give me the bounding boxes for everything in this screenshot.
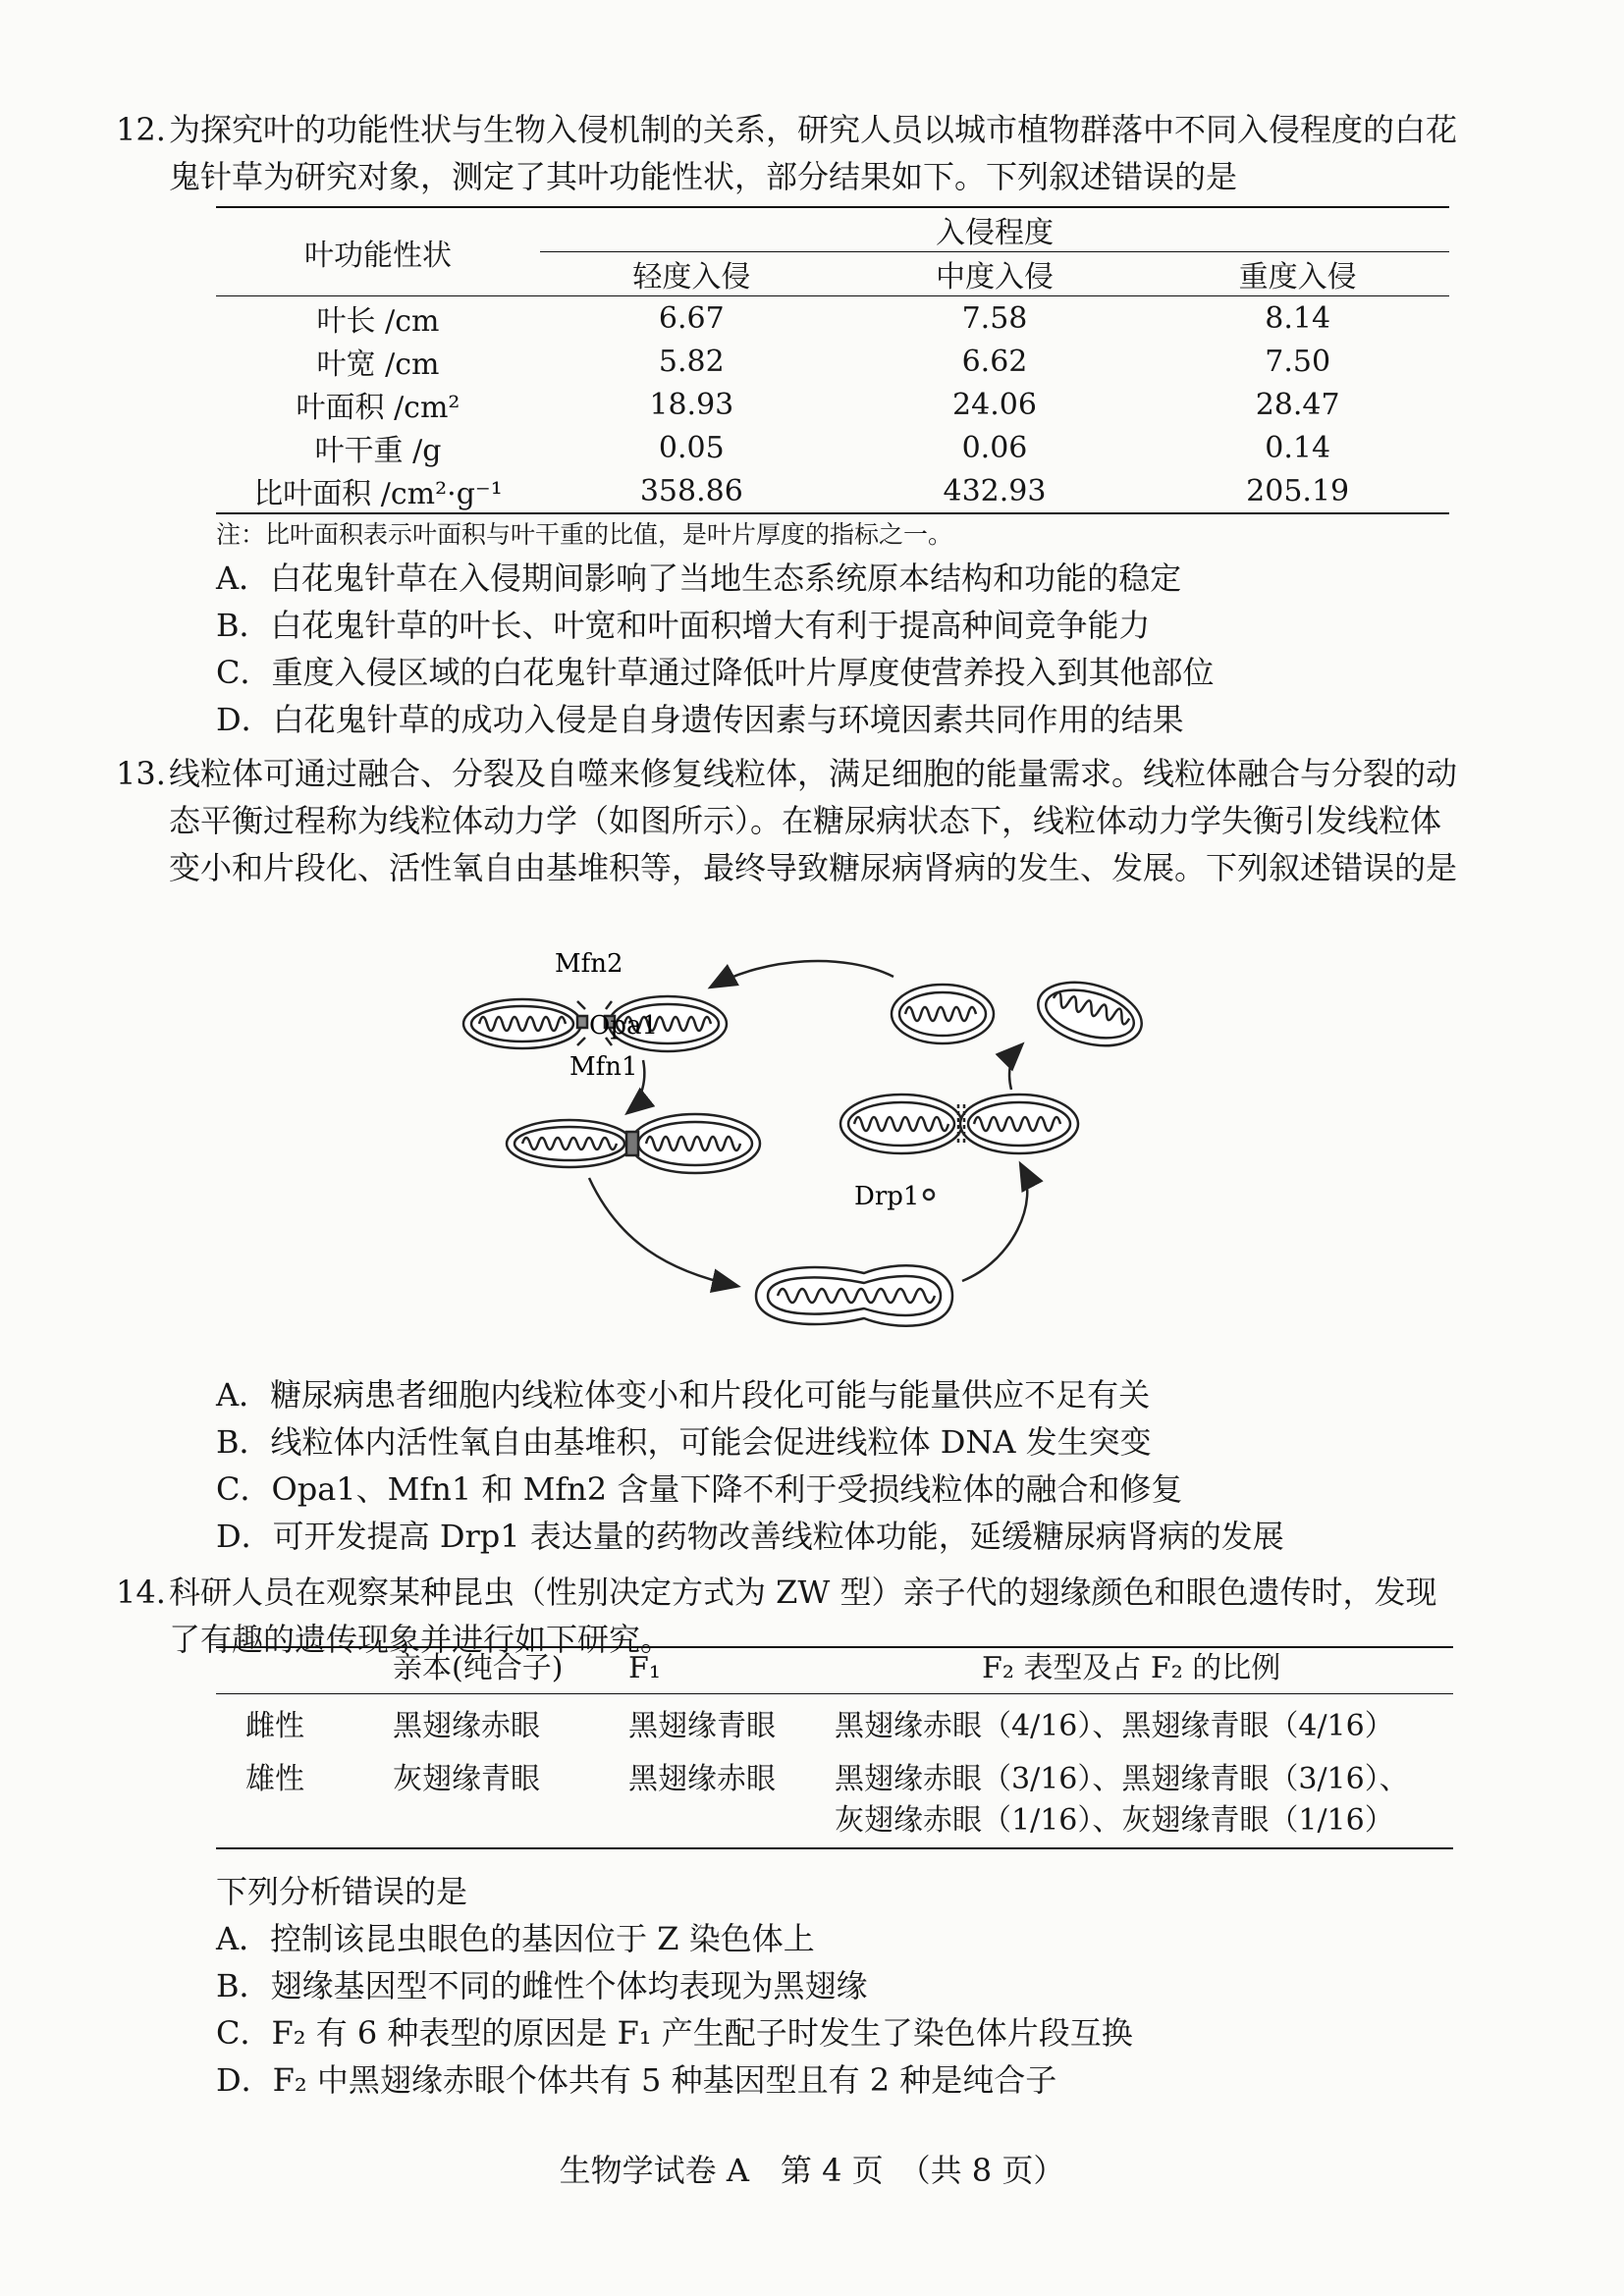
table-row: 叶面积 /cm² 18.93 24.06 28.47 bbox=[296, 387, 1340, 425]
mitochondrial-dynamics-figure bbox=[461, 947, 1168, 1355]
q14-lead: 下列分析错误的是 bbox=[216, 1873, 468, 1910]
q12-col-header: 轻度入侵 bbox=[632, 260, 751, 294]
mitochondrion-shape bbox=[507, 1120, 632, 1167]
table-row: 叶宽 /cm 5.82 6.62 7.50 bbox=[316, 344, 1331, 382]
q12-table bbox=[216, 206, 1449, 514]
mfn1-label: Mfn1 bbox=[569, 1052, 638, 1082]
q14-table bbox=[216, 1646, 1453, 1849]
table-row: 雄性 灰翅缘青眼 黑翅缘赤眼 黑翅缘赤眼（3/16）、黑翅缘青眼（3/16）、 灰翅缘赤眼（1/16）、灰翅缘青眼（1/16） bbox=[245, 1762, 1409, 1838]
mitochondrion-shape bbox=[463, 999, 581, 1048]
q12-row-header: 叶功能性状 bbox=[304, 238, 452, 273]
q14-option-b: B．翅缘基因型不同的雌性个体均表现为黑翅缘 bbox=[216, 1967, 868, 2004]
q13-stem: 13. 线粒体可通过融合、分裂及自噬来修复线粒体，满足细胞的能量需求。线粒体融合与分裂的动态平衡过程称为线粒体动力学（如图所示）。在糖尿病状态下，线粒体动力学失衡引发线粒体变小和片段化、活性氧自由基堆积等，最终导致糖尿病肾病的发生、发展。下列叙述错误的是 bbox=[169, 750, 1465, 891]
q14-number: 14. bbox=[116, 1574, 166, 1611]
mitochondrion-shape bbox=[840, 1095, 962, 1153]
q14-header: F₂ 表型及占 F₂ 的比例 bbox=[835, 1647, 1453, 1694]
mitochondrion-shape bbox=[630, 1114, 760, 1173]
table-row: 叶干重 /g 0.05 0.06 0.14 bbox=[314, 430, 1331, 468]
q13-option-c: C．Opa1、Mfn1 和 Mfn2 含量下降不利于受损线粒体的融合和修复 bbox=[216, 1470, 1183, 1508]
mitochondrion-shape bbox=[892, 985, 994, 1043]
q12-col-header: 中度入侵 bbox=[935, 260, 1054, 294]
mitochondrion-shape bbox=[1031, 972, 1149, 1056]
q13-option-a: A．糖尿病患者细胞内线粒体变小和片段化可能与能量供应不足有关 bbox=[216, 1376, 1151, 1414]
q13-option-d: D．可开发提高 Drp1 表达量的药物改善线粒体功能，延缓糖尿病肾病的发展 bbox=[216, 1518, 1284, 1555]
q13-number: 13. bbox=[116, 755, 166, 792]
q13-option-b: B．线粒体内活性氧自由基堆积，可能会促进线粒体 DNA 发生突变 bbox=[216, 1423, 1152, 1461]
opa1-label: Opa1 bbox=[589, 1011, 659, 1041]
mitochondrion-shape bbox=[756, 1265, 952, 1326]
q14-option-a: A．控制该昆虫眼色的基因位于 Z 染色体上 bbox=[216, 1920, 815, 1957]
q12-option-c: C．重度入侵区域的白花鬼针草通过降低叶片厚度使营养投入到其他部位 bbox=[216, 654, 1215, 691]
q12-option-b: B．白花鬼针草的叶长、叶宽和叶面积增大有利于提高种间竞争能力 bbox=[216, 607, 1151, 644]
q12-col-header: 重度入侵 bbox=[1238, 260, 1357, 294]
q12-note: 注：比叶面积表示叶面积与叶干重的比值，是叶片厚度的指标之一。 bbox=[216, 520, 953, 549]
table-row: 雌性 黑翅缘赤眼 黑翅缘青眼 黑翅缘赤眼（4/16）、黑翅缘青眼（4/16） bbox=[245, 1709, 1394, 1743]
q14-stem: 14. 科研人员在观察某种昆虫（性别决定方式为 ZW 型）亲子代的翅缘颜色和眼色遗传时，发现了有趣的遗传现象并进行如下研究。 bbox=[169, 1569, 1465, 1663]
q12-stem: 12. 为探究叶的功能性状与生物入侵机制的关系，研究人员以城市植物群落中不同入侵程度的白花鬼针草为研究对象，测定了其叶功能性状，部分结果如下。下列叙述错误的是 bbox=[169, 106, 1465, 200]
table-row: 比叶面积 /cm²·g⁻¹ 358.86 432.93 205.19 bbox=[253, 473, 1350, 511]
q12-group-header: 入侵程度 bbox=[540, 207, 1449, 252]
q14-header: 亲本(纯合子) bbox=[393, 1647, 628, 1694]
q12-option-d: D．白花鬼针草的成功入侵是自身遗传因素与环境因素共同作用的结果 bbox=[216, 701, 1184, 738]
q14-option-d: D．F₂ 中黑翅缘赤眼个体共有 5 种基因型且有 2 种是纯合子 bbox=[216, 2061, 1057, 2099]
mitochondrion-shape bbox=[960, 1095, 1078, 1153]
page-footer: 生物学试卷 A 第 4 页 （共 8 页） bbox=[559, 2152, 1065, 2189]
q14-option-c: C．F₂ 有 6 种表型的原因是 F₁ 产生配子时发生了染色体片段互换 bbox=[216, 2014, 1133, 2052]
table-row: 叶长 /cm 6.67 7.58 8.14 bbox=[316, 300, 1331, 339]
drp1-label: Drp1 bbox=[854, 1182, 920, 1211]
mfn2-label: Mfn2 bbox=[555, 949, 623, 979]
q12-number: 12. bbox=[116, 111, 166, 148]
q12-option-a: A．白花鬼针草在入侵期间影响了当地生态系统原本结构和功能的稳定 bbox=[216, 560, 1182, 597]
q14-header: F₁ bbox=[628, 1647, 835, 1694]
